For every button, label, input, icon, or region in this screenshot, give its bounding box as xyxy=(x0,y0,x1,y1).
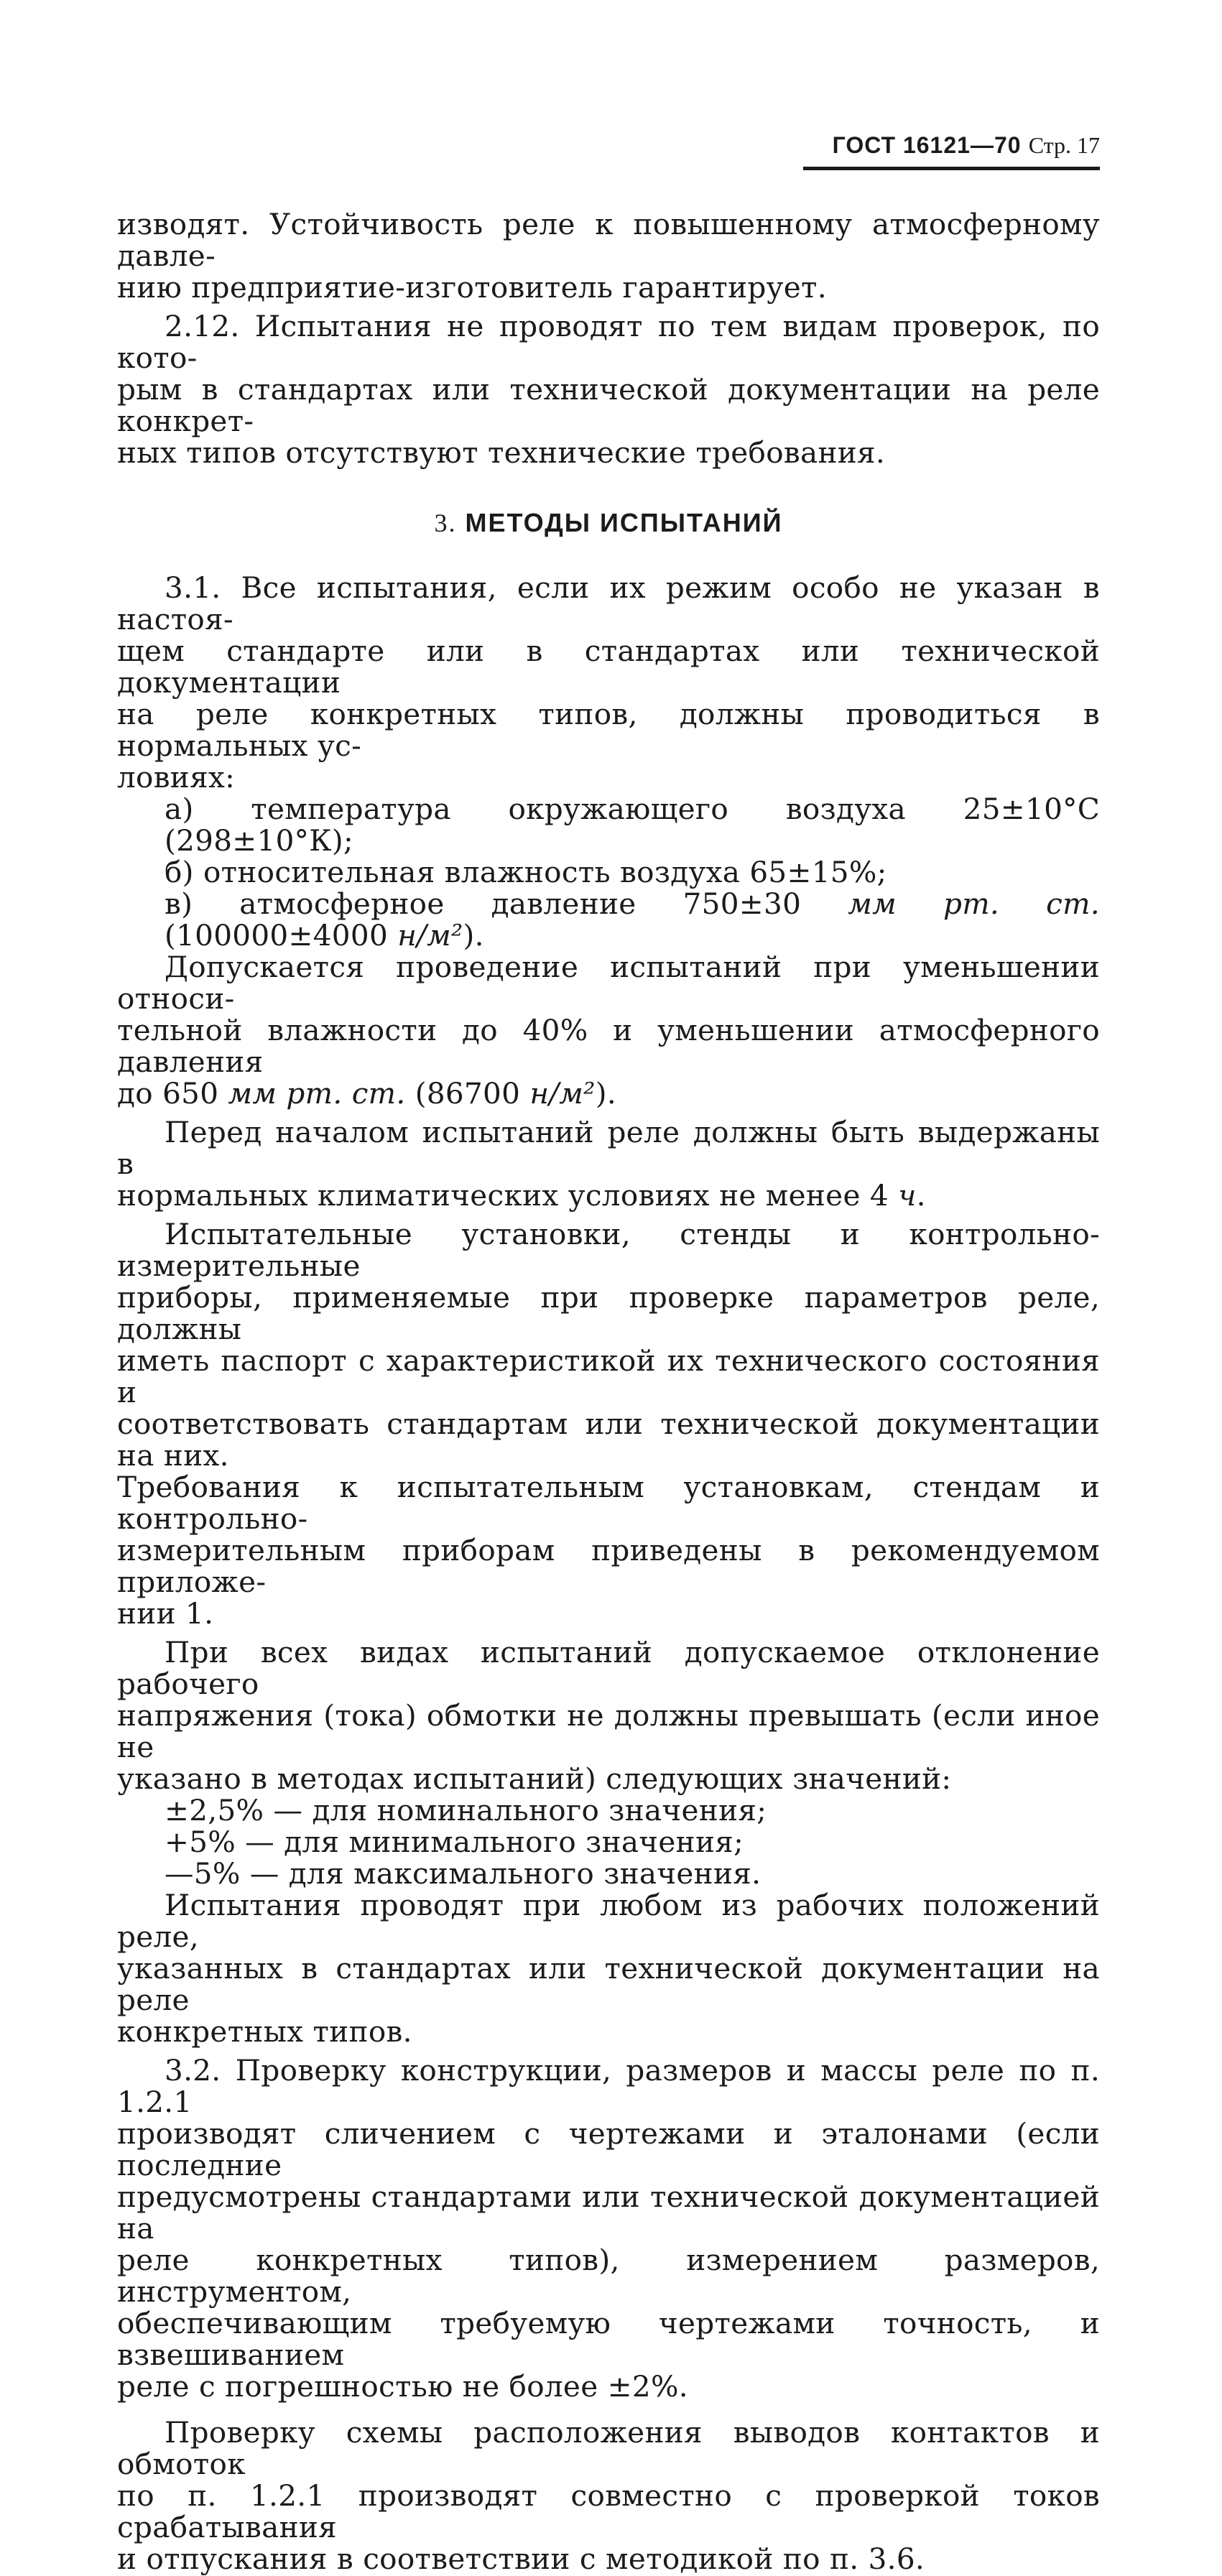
scheme-line: по п. 1.2.1 производят совместно с проверкой токов срабатывания xyxy=(117,2478,1100,2544)
section-heading xyxy=(117,507,1100,539)
section-title: МЕТОДЫ ИСПЫТАНИЙ xyxy=(465,508,783,537)
voltage-line: При всех видах испытаний допускаемое отклонение рабочего xyxy=(117,1635,1100,1701)
paragraph-3-2-line: обеспечивающим требуемую чертежами точность, и взвешиванием xyxy=(117,2306,1100,2372)
positions-line: конкретных типов. xyxy=(117,2014,412,2049)
page-header xyxy=(787,131,1100,159)
tolerance-item: —5% — для максимального значения. xyxy=(165,1856,762,1891)
equipment-line: Испытательные установки, стенды и контрольно-измерительные xyxy=(117,1217,1100,1283)
tolerance-item: ±2,5% — для номинального значения; xyxy=(165,1793,767,1827)
equipment-line: измерительным приборам приведены в рекомендуемом приложе- xyxy=(117,1533,1100,1599)
positions-line: Испытания проводят при любом из рабочих положений реле, xyxy=(117,1888,1100,1954)
paragraph-3-1-line: на реле конкретных типов, должны проводиться в нормальных ус- xyxy=(117,697,1100,763)
equipment-line: Требования к испытательным установкам, стендам и контрольно- xyxy=(117,1470,1100,1536)
header-rule xyxy=(803,167,1100,170)
voltage-line: напряжения (тока) обмотки не должны превышать (если иное не xyxy=(117,1698,1100,1764)
positions-line: указанных в стандартах или технической документации на реле xyxy=(117,1951,1100,2017)
allowed-line: тельной влажности до 40% и уменьшении атмосферного давления xyxy=(117,1013,1100,1079)
paragraph-3-1-line: 3.1. Все испытания, если их режим особо не указан в настоя- xyxy=(117,570,1100,636)
page-number: Стр. 17 xyxy=(1028,132,1100,158)
equipment-line: иметь паспорт с характеристикой их технического состояния и xyxy=(117,1343,1100,1409)
paragraph-3-2-line: реле с погрешностью не более ±2%. xyxy=(117,2369,688,2404)
equipment-line: приборы, применяемые при проверке параметров реле, должны xyxy=(117,1280,1100,1346)
paragraph-3-1-line: ловиях: xyxy=(117,760,236,794)
section-number: 3. xyxy=(434,509,457,537)
scheme-line: Проверку схемы расположения выводов контактов и обмоток xyxy=(117,2415,1100,2481)
tolerance-item: +5% — для минимального значения; xyxy=(165,1825,744,1859)
continuation-line: изводят. Устойчивость реле к повышенному атмосферному давле- xyxy=(117,207,1100,273)
before-line: нормальных климатических условиях не менее 4 ч. xyxy=(117,1178,926,1213)
condition-humidity: б) относительная влажность воздуха 65±15%; xyxy=(165,855,887,889)
allowed-line: Допускается проведение испытаний при уменьшении относи- xyxy=(117,950,1100,1016)
paragraph-3-2-line: реле конкретных типов), измерением размеров, инструментом, xyxy=(117,2243,1100,2309)
paragraph-2-12-line: рым в стандартах или технической документации на реле конкрет- xyxy=(117,372,1100,438)
voltage-line: указано в методах испытаний) следующих значений: xyxy=(117,1761,952,1796)
equipment-line: нии 1. xyxy=(117,1596,214,1631)
before-line: Перед началом испытаний реле должны быть выдержаны в xyxy=(117,1115,1100,1181)
continuation-line: нию предприятие-изготовитель гарантирует. xyxy=(117,270,827,305)
equipment-line: соответствовать стандартам или технической документации на них. xyxy=(117,1407,1100,1473)
body-text xyxy=(117,208,1100,2575)
standard-number: ГОСТ 16121—70 xyxy=(832,132,1022,158)
paragraph-2-12-line: 2.12. Испытания не проводят по тем видам проверок, по кото- xyxy=(117,309,1100,375)
paragraph-3-1-line: щем стандарте или в стандартах или технической документации xyxy=(117,634,1100,700)
allowed-line: до 650 мм рт. ст. (86700 н/м²). xyxy=(117,1076,616,1111)
condition-pressure: в) атмосферное давление 750±30 мм рт. ст. (100000±4000 н/м²). xyxy=(165,886,1100,953)
paragraph-3-2-line: производят сличением с чертежами и эталонами (если последние xyxy=(117,2116,1100,2182)
paragraph-3-2-line: 3.2. Проверку конструкции, размеров и массы реле по п. 1.2.1 xyxy=(117,2053,1100,2119)
scheme-line: и отпускания в соответствии с методикой по п. 3.6. xyxy=(117,2542,925,2576)
condition-temperature: а) температура окружающего воздуха 25±10°С (298±10°К); xyxy=(165,792,1100,858)
paragraph-3-2-line: предусмотрены стандартами или технической документацией на xyxy=(117,2179,1100,2246)
paragraph-2-12-line: ных типов отсутствуют технические требования. xyxy=(117,435,886,470)
